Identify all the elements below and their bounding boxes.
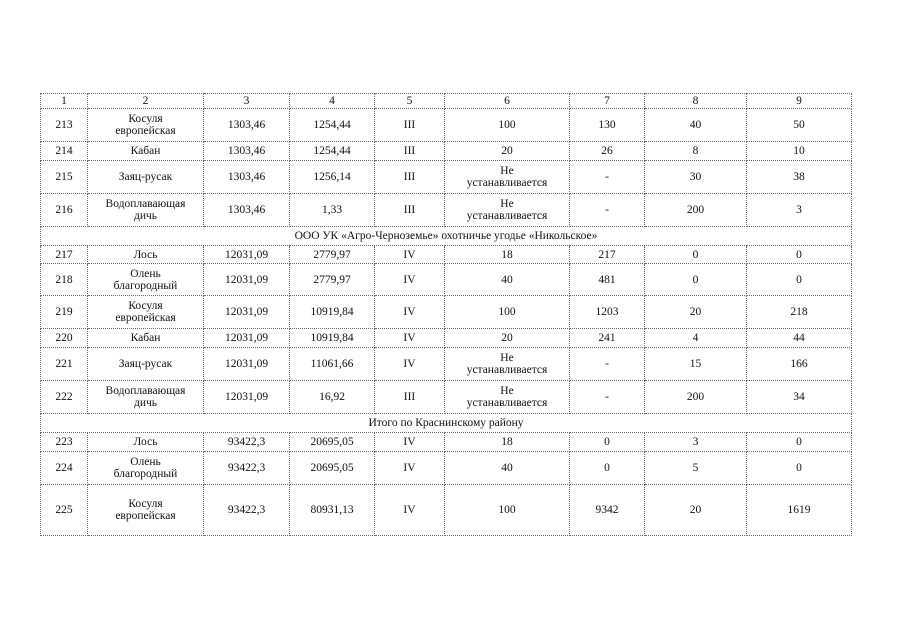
species-name: Олень благородный xyxy=(88,264,204,296)
col-6-value: Не устанавливается xyxy=(445,381,570,414)
section-title: ООО УК «Агро-Черноземье» охотничье угодье «Никольское» xyxy=(41,227,852,246)
col-3-value: 12031,09 xyxy=(204,348,290,381)
species-name: Лось xyxy=(88,433,204,452)
category: IV xyxy=(375,246,445,264)
col-8-value: 15 xyxy=(645,348,747,381)
col-4-value: 20695,05 xyxy=(290,433,375,452)
table-row xyxy=(41,264,852,296)
col-6-value: 100 xyxy=(445,485,570,536)
col-4-value: 1256,14 xyxy=(290,161,375,194)
row-number: 219 xyxy=(41,296,88,329)
row-number: 221 xyxy=(41,348,88,381)
col-3-value: 12031,09 xyxy=(204,381,290,414)
col-9-value: 0 xyxy=(747,246,852,264)
table-row xyxy=(41,109,852,142)
category: IV xyxy=(375,452,445,485)
col-4-value: 20695,05 xyxy=(290,452,375,485)
col-3-value: 93422,3 xyxy=(204,485,290,536)
table-row xyxy=(41,381,852,414)
col-7-value: - xyxy=(570,381,645,414)
col-3-value: 93422,3 xyxy=(204,433,290,452)
table-row xyxy=(41,296,852,329)
col-6-value: 18 xyxy=(445,433,570,452)
col-4-value: 80931,13 xyxy=(290,485,375,536)
table-row xyxy=(41,485,852,536)
species-name: Заяц-русак xyxy=(88,161,204,194)
col-3-value: 1303,46 xyxy=(204,109,290,142)
col-8-value: 200 xyxy=(645,381,747,414)
header-cell: 9 xyxy=(747,94,852,109)
col-9-value: 34 xyxy=(747,381,852,414)
section-header-row xyxy=(41,227,852,246)
category: IV xyxy=(375,296,445,329)
category: IV xyxy=(375,264,445,296)
header-cell: 1 xyxy=(41,94,88,109)
col-7-value: 481 xyxy=(570,264,645,296)
species-name: Заяц-русак xyxy=(88,348,204,381)
species-name: Кабан xyxy=(88,142,204,161)
col-4-value: 1254,44 xyxy=(290,109,375,142)
header-cell: 3 xyxy=(204,94,290,109)
col-7-value: 0 xyxy=(570,433,645,452)
col-3-value: 1303,46 xyxy=(204,142,290,161)
col-9-value: 44 xyxy=(747,329,852,348)
species-name: Косуля европейская xyxy=(88,109,204,142)
species-name: Косуля европейская xyxy=(88,485,204,536)
species-name: Лось xyxy=(88,246,204,264)
category: III xyxy=(375,161,445,194)
col-8-value: 20 xyxy=(645,296,747,329)
row-number: 217 xyxy=(41,246,88,264)
col-4-value: 1,33 xyxy=(290,194,375,227)
col-9-value: 3 xyxy=(747,194,852,227)
col-4-value: 2779,97 xyxy=(290,246,375,264)
col-3-value: 12031,09 xyxy=(204,264,290,296)
section-title: Итого по Краснинскому району xyxy=(41,414,852,433)
category: III xyxy=(375,194,445,227)
col-9-value: 0 xyxy=(747,264,852,296)
col-6-value: 100 xyxy=(445,296,570,329)
col-6-value: 40 xyxy=(445,452,570,485)
col-6-value: Не устанавливается xyxy=(445,348,570,381)
species-name: Олень благородный xyxy=(88,452,204,485)
species-name: Кабан xyxy=(88,329,204,348)
table-row xyxy=(41,452,852,485)
col-9-value: 1619 xyxy=(747,485,852,536)
col-8-value: 4 xyxy=(645,329,747,348)
col-8-value: 0 xyxy=(645,264,747,296)
header-cell: 5 xyxy=(375,94,445,109)
row-number: 218 xyxy=(41,264,88,296)
hunting-quota-table xyxy=(40,93,852,536)
header-cell: 4 xyxy=(290,94,375,109)
col-4-value: 11061,66 xyxy=(290,348,375,381)
col-3-value: 93422,3 xyxy=(204,452,290,485)
col-3-value: 1303,46 xyxy=(204,194,290,227)
table-row xyxy=(41,161,852,194)
col-9-value: 218 xyxy=(747,296,852,329)
col-6-value: Не устанавливается xyxy=(445,161,570,194)
col-6-value: 100 xyxy=(445,109,570,142)
col-6-value: 40 xyxy=(445,264,570,296)
col-3-value: 12031,09 xyxy=(204,246,290,264)
col-4-value: 1254,44 xyxy=(290,142,375,161)
col-4-value: 2779,97 xyxy=(290,264,375,296)
species-name: Водоплавающая дичь xyxy=(88,381,204,414)
col-6-value: 20 xyxy=(445,329,570,348)
table-row xyxy=(41,329,852,348)
col-3-value: 12031,09 xyxy=(204,329,290,348)
col-3-value: 1303,46 xyxy=(204,161,290,194)
col-7-value: 241 xyxy=(570,329,645,348)
table-row xyxy=(41,142,852,161)
col-8-value: 0 xyxy=(645,246,747,264)
col-8-value: 200 xyxy=(645,194,747,227)
table-row xyxy=(41,194,852,227)
section-header-row xyxy=(41,414,852,433)
header-cell: 8 xyxy=(645,94,747,109)
species-name: Водоплавающая дичь xyxy=(88,194,204,227)
col-4-value: 10919,84 xyxy=(290,329,375,348)
col-6-value: Не устанавливается xyxy=(445,194,570,227)
col-9-value: 166 xyxy=(747,348,852,381)
col-9-value: 0 xyxy=(747,452,852,485)
header-cell: 7 xyxy=(570,94,645,109)
row-number: 222 xyxy=(41,381,88,414)
row-number: 224 xyxy=(41,452,88,485)
row-number: 214 xyxy=(41,142,88,161)
col-9-value: 10 xyxy=(747,142,852,161)
col-7-value: - xyxy=(570,194,645,227)
category: III xyxy=(375,142,445,161)
col-3-value: 12031,09 xyxy=(204,296,290,329)
col-7-value: - xyxy=(570,348,645,381)
category: IV xyxy=(375,485,445,536)
category: IV xyxy=(375,348,445,381)
row-number: 220 xyxy=(41,329,88,348)
col-8-value: 5 xyxy=(645,452,747,485)
row-number: 216 xyxy=(41,194,88,227)
row-number: 223 xyxy=(41,433,88,452)
col-7-value: 1203 xyxy=(570,296,645,329)
col-7-value: 217 xyxy=(570,246,645,264)
col-8-value: 40 xyxy=(645,109,747,142)
col-9-value: 38 xyxy=(747,161,852,194)
col-7-value: 9342 xyxy=(570,485,645,536)
col-8-value: 8 xyxy=(645,142,747,161)
col-9-value: 50 xyxy=(747,109,852,142)
col-7-value: - xyxy=(570,161,645,194)
col-7-value: 26 xyxy=(570,142,645,161)
col-8-value: 20 xyxy=(645,485,747,536)
row-number: 213 xyxy=(41,109,88,142)
col-4-value: 10919,84 xyxy=(290,296,375,329)
col-7-value: 130 xyxy=(570,109,645,142)
col-6-value: 20 xyxy=(445,142,570,161)
table-header-row xyxy=(41,94,852,109)
col-4-value: 16,92 xyxy=(290,381,375,414)
header-cell: 6 xyxy=(445,94,570,109)
category: IV xyxy=(375,329,445,348)
table-row xyxy=(41,348,852,381)
col-9-value: 0 xyxy=(747,433,852,452)
category: III xyxy=(375,109,445,142)
col-8-value: 3 xyxy=(645,433,747,452)
row-number: 225 xyxy=(41,485,88,536)
table-row xyxy=(41,246,852,264)
species-name: Косуля европейская xyxy=(88,296,204,329)
row-number: 215 xyxy=(41,161,88,194)
header-cell: 2 xyxy=(88,94,204,109)
col-7-value: 0 xyxy=(570,452,645,485)
table-row xyxy=(41,433,852,452)
col-6-value: 18 xyxy=(445,246,570,264)
category: III xyxy=(375,381,445,414)
category: IV xyxy=(375,433,445,452)
col-8-value: 30 xyxy=(645,161,747,194)
